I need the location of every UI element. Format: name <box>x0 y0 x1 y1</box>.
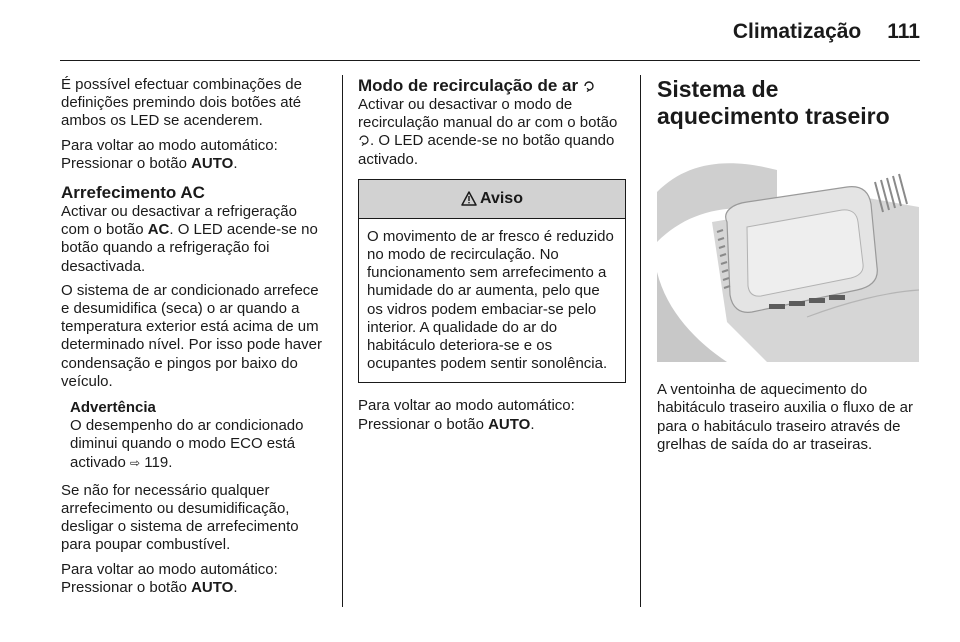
recirculation-icon <box>358 134 370 146</box>
column-divider-1 <box>342 75 343 607</box>
section-heading-recirculation: Modo de recirculação de ar <box>358 76 626 96</box>
column-left <box>61 76 325 603</box>
warning-header <box>359 180 625 219</box>
paragraph-ac-description: O sistema de ar condicionado arrefece e desumidifica (seca) o ar quando a temperatura exterior está acima de um determinado nível. Por isso pode haver condensação e pingos por baixo do veículo. <box>61 281 322 390</box>
page-reference[interactable]: 119. <box>144 453 173 471</box>
auto-button-label: AUTO <box>191 154 234 172</box>
auto-button-label-2: AUTO <box>191 578 234 596</box>
page-header <box>733 14 920 50</box>
warning-title: Aviso <box>480 189 523 207</box>
section-heading-ac: Arrefecimento AC <box>61 183 205 203</box>
chapter-title: Climatização <box>732 20 862 43</box>
note-title: Advertência <box>70 399 156 417</box>
paragraph-ac-toggle: Activar ou desactivar a refrigeração com o botão AC. O LED acende-se no botão quando a refrigeração foi desactivada. <box>61 203 318 275</box>
paragraph-combinations: É possível efectuar combinações de definições premindo dois botões até ambos os LED se acenderem. <box>61 76 302 130</box>
recirculation-icon <box>583 80 595 92</box>
paragraph-recirculation: Activar ou desactivar o modo de recirculação manual do ar com o botão . O LED acende-se no botão quando activado. <box>358 96 618 168</box>
note-box <box>70 399 325 472</box>
warning-text: O movimento de ar fresco é reduzido no modo de recirculação. No funcionamento sem arrefecimento a humidade do ar aumenta, pelo que os vidros podem embaciar-se pelo interior. A qualidade do ar do habitáculo deteriora-se e os ocupantes podem sentir sonolência. <box>367 227 614 373</box>
header-rule <box>60 60 920 61</box>
column-divider-2 <box>640 75 641 607</box>
note-text: O desempenho do ar condicionado diminui quando o modo ECO está activado ⇨ 119. <box>70 417 304 471</box>
paragraph-auto-return: Para voltar ao modo automático: Pressionar o botão AUTO. <box>61 136 278 172</box>
section-heading-rear-heating: Sistema de aquecimento traseiro <box>657 76 890 129</box>
paragraph-rear-heating: A ventoinha de aquecimento do habitáculo traseiro auxilia o fluxo de ar para o habitáculo traseiro através de grelhas de saída do ar traseiras. <box>657 381 913 453</box>
auto-button-label-3: AUTO <box>488 415 531 433</box>
warning-triangle-icon <box>461 191 477 206</box>
page-number: 111 <box>887 20 920 43</box>
paragraph-auto-return-2: Para voltar ao modo automático: Pressionar o botão AUTO. <box>61 560 278 596</box>
column-right <box>657 76 921 460</box>
warning-box <box>358 179 626 384</box>
column-middle <box>358 76 626 440</box>
paragraph-auto-return-3: Para voltar ao modo automático: Pressionar o botão AUTO. <box>358 397 575 433</box>
paragraph-ac-off: Se não for necessário qualquer arrefecimento ou desumidificação, desligar o sistema de arrefecimento para poupar combustível. <box>61 481 299 554</box>
page-reference-arrow-icon: ⇨ <box>130 455 141 470</box>
ac-button-label: AC <box>147 221 170 239</box>
rear-heater-vent-illustration <box>657 152 919 362</box>
